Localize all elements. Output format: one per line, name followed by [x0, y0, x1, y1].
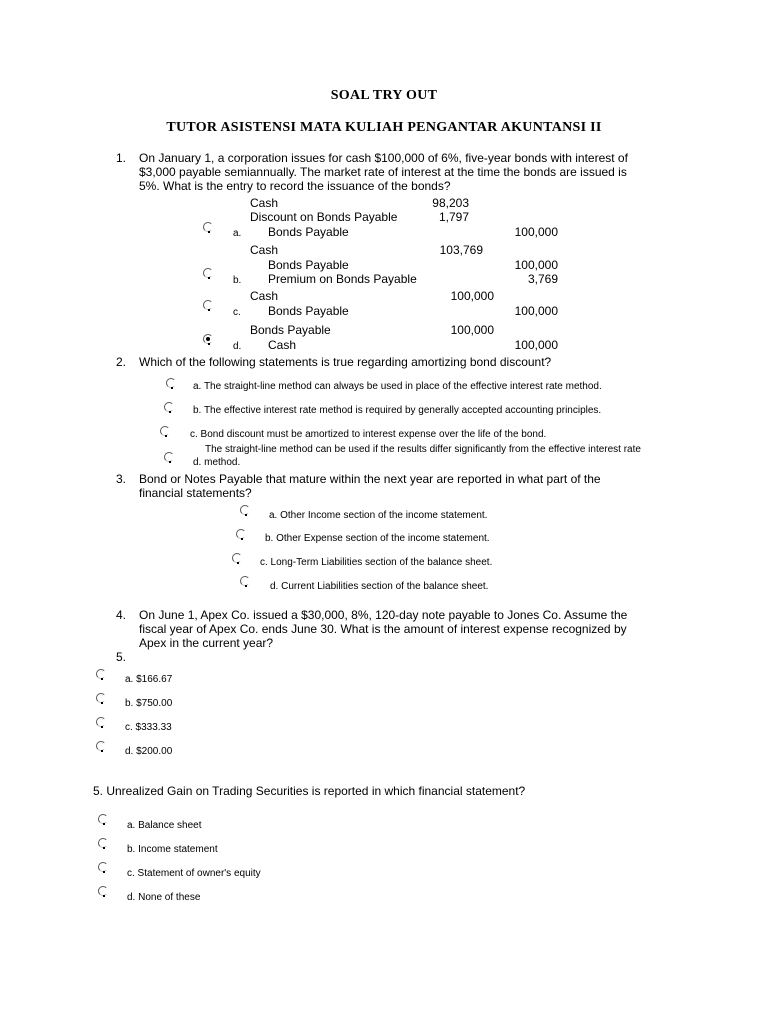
q5-option-b[interactable]: b. Income statement [127, 844, 218, 855]
q1a-debit-account-2: Discount on Bonds Payable [250, 210, 398, 224]
q2d-radio-icon[interactable] [164, 452, 174, 462]
q4-option-d[interactable]: d. $200.00 [125, 746, 173, 757]
q1b-debit-amount-1: 103,769 [439, 243, 483, 257]
q4c-radio-icon[interactable] [96, 717, 106, 727]
q1d-radio-selected-icon[interactable] [203, 334, 213, 344]
q3-option-b[interactable]: b. Other Expense section of the income statement. [265, 533, 490, 544]
q1a-credit-amount-1: 100,000 [514, 225, 558, 239]
question-2-text: Which of the following statements is true regarding amortizing bond discount? [139, 355, 552, 369]
q5-option-a[interactable]: a. Balance sheet [127, 820, 202, 831]
q1c-credit-amount-1: 100,000 [514, 304, 558, 318]
q4-option-c[interactable]: c. $333.33 [125, 722, 172, 733]
question-3-number: 3. [116, 472, 127, 486]
question-2-number: 2. [116, 355, 127, 369]
q1c-radio-icon[interactable] [203, 300, 213, 310]
q2-option-d-line2[interactable]: d. method. [193, 457, 241, 468]
q1a-credit-account-1: Bonds Payable [268, 225, 349, 239]
q3d-radio-icon[interactable] [240, 576, 250, 586]
question-1-text-line1: On January 1, a corporation issues for cash $100,000 of 6%, five-year bonds with interest of [139, 151, 628, 165]
question-1-text-line2: $3,000 payable semiannually. The market rate of interest at the time the bonds are issued is [139, 165, 627, 179]
q5-option-c[interactable]: c. Statement of owner's equity [127, 868, 261, 879]
q5a-radio-icon[interactable] [98, 814, 108, 824]
q4a-radio-icon[interactable] [96, 669, 106, 679]
question-4-text-line3: Apex in the current year? [139, 636, 274, 650]
q4-option-b[interactable]: b. $750.00 [125, 698, 173, 709]
q1b-credit-account-2: Premium on Bonds Payable [268, 272, 417, 286]
q3a-radio-icon[interactable] [240, 505, 250, 515]
q1b-radio-icon[interactable] [203, 268, 213, 278]
question-4-text-line2: fiscal year of Apex Co. ends June 30. What is the amount of interest expense recognized by [139, 622, 627, 636]
q1a-letter: a. [233, 228, 242, 239]
q5b-radio-icon[interactable] [98, 838, 108, 848]
q1d-debit-account-1: Bonds Payable [250, 323, 331, 337]
q2-option-c[interactable]: c. Bond discount must be amortized to interest expense over the life of the bond. [190, 429, 547, 440]
q5c-radio-icon[interactable] [98, 862, 108, 872]
page-subtitle: TUTOR ASISTENSI MATA KULIAH PENGANTAR AKUNTANSI II [166, 120, 602, 135]
q1a-debit-account-1: Cash [250, 196, 279, 210]
q1c-debit-account-1: Cash [250, 289, 279, 303]
q3-option-c[interactable]: c. Long-Term Liabilities section of the balance sheet. [260, 557, 493, 568]
q4-option-a[interactable]: a. $166.67 [125, 674, 173, 685]
question-3-text-line2: financial statements? [139, 486, 252, 500]
q3c-radio-icon[interactable] [232, 553, 242, 563]
stray-number: 5. [116, 650, 127, 664]
q1b-credit-account-1: Bonds Payable [268, 258, 349, 272]
q2-option-a[interactable]: a. The straight-line method can always be used in place of the effective interest rate method. [193, 381, 602, 392]
q1d-debit-amount-1: 100,000 [450, 323, 494, 337]
question-4-text-line1: On June 1, Apex Co. issued a $30,000, 8%, 120-day note payable to Jones Co. Assume the [139, 608, 628, 622]
q1d-credit-amount-1: 100,000 [514, 338, 558, 352]
q4d-radio-icon[interactable] [96, 741, 106, 751]
q1a-debit-amount-1: 98,203 [432, 196, 469, 210]
q3-option-a[interactable]: a. Other Income section of the income statement. [269, 510, 488, 521]
q2a-radio-icon[interactable] [166, 378, 176, 388]
q4b-radio-icon[interactable] [96, 693, 106, 703]
q5d-radio-icon[interactable] [98, 886, 108, 896]
q2b-radio-icon[interactable] [164, 402, 174, 412]
q5-option-d[interactable]: d. None of these [127, 892, 201, 903]
q1c-letter: c. [233, 307, 241, 318]
q1b-credit-amount-1: 100,000 [514, 258, 558, 272]
page-title: SOAL TRY OUT [330, 88, 438, 103]
question-1-number: 1. [116, 151, 127, 165]
question-4-number: 4. [116, 608, 127, 622]
q1d-letter: d. [233, 341, 242, 352]
q2-option-b[interactable]: b. The effective interest rate method is required by generally accepted accounting principles. [193, 405, 602, 416]
question-3-text-line1: Bond or Notes Payable that mature within the next year are reported in what part of the [139, 472, 601, 486]
question-5-text: 5. Unrealized Gain on Trading Securities is reported in which financial statement? [93, 784, 526, 798]
q2c-radio-icon[interactable] [160, 426, 170, 436]
q2-option-d-line1[interactable]: The straight-line method can be used if the results differ significantly from the effective interest rate [205, 444, 641, 455]
q1c-debit-amount-1: 100,000 [450, 289, 494, 303]
q1c-credit-account-1: Bonds Payable [268, 304, 349, 318]
q3-option-d[interactable]: d. Current Liabilities section of the balance sheet. [270, 581, 489, 592]
q1a-debit-amount-2: 1,797 [438, 210, 469, 224]
q1b-debit-account-1: Cash [250, 243, 279, 257]
q1b-letter: b. [233, 275, 242, 286]
q1d-credit-account-1: Cash [268, 338, 297, 352]
q3b-radio-icon[interactable] [236, 529, 246, 539]
q1b-credit-amount-2: 3,769 [527, 272, 558, 286]
q1a-radio-icon[interactable] [203, 222, 213, 232]
question-1-text-line3: 5%. What is the entry to record the issuance of the bonds? [139, 179, 451, 193]
